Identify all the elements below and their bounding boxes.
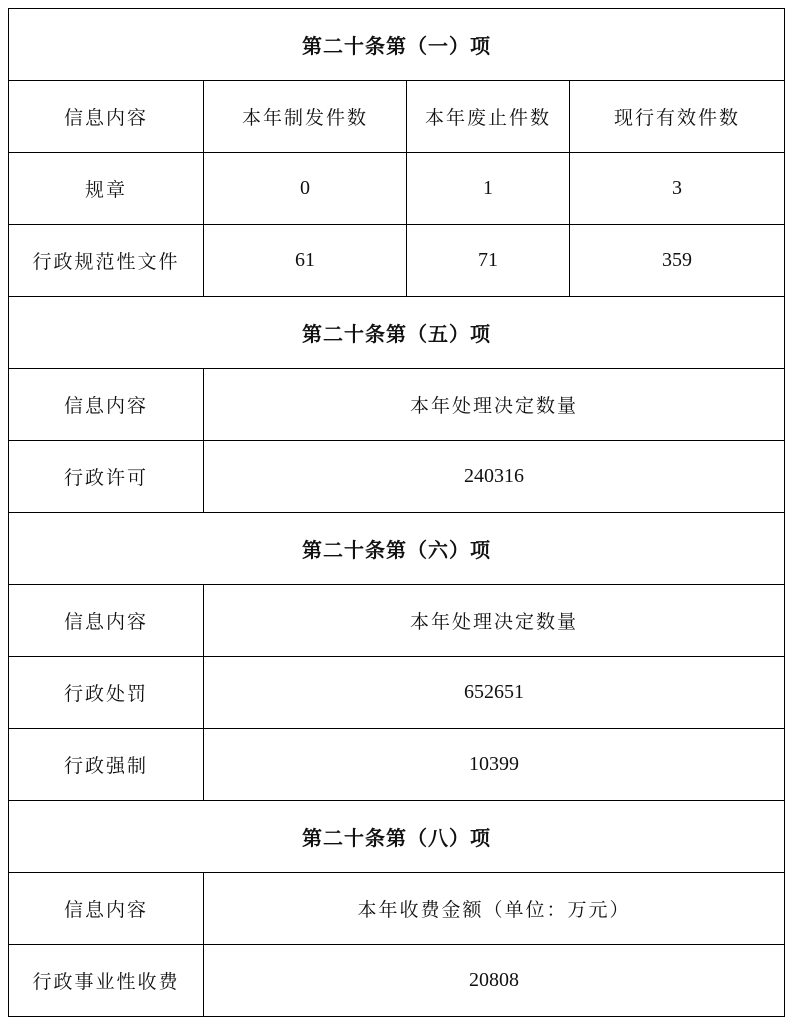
table-row [9,153,785,225]
issued-value: 0 [204,153,407,225]
row-label: 行政许可 [9,441,204,513]
header-row [9,369,785,441]
row-label: 规章 [9,153,204,225]
repealed-value: 1 [407,153,570,225]
header-issued-count: 本年制发件数 [204,81,407,153]
section-header-row [9,801,785,873]
header-fee-amount: 本年收费金额（单位：万元） [204,873,785,945]
in-force-value: 359 [570,225,785,297]
row-label: 行政强制 [9,729,204,801]
repealed-value: 71 [407,225,570,297]
header-info-content: 信息内容 [9,81,204,153]
table-row [9,657,785,729]
header-info-content: 信息内容 [9,585,204,657]
section-title-6: 第二十条第（六）项 [9,513,785,585]
section-header-row [9,9,785,81]
decision-count-value: 652651 [204,657,785,729]
disclosure-table [8,8,785,1017]
row-label: 行政处罚 [9,657,204,729]
fee-amount-value: 20808 [204,945,785,1017]
header-info-content: 信息内容 [9,369,204,441]
row-label: 行政事业性收费 [9,945,204,1017]
header-repealed-count: 本年废止件数 [407,81,570,153]
row-label: 行政规范性文件 [9,225,204,297]
table-row [9,729,785,801]
table-row [9,945,785,1017]
section-header-row [9,513,785,585]
header-decision-count: 本年处理决定数量 [204,585,785,657]
section-title-5: 第二十条第（五）项 [9,297,785,369]
decision-count-value: 240316 [204,441,785,513]
in-force-value: 3 [570,153,785,225]
section-title-8: 第二十条第（八）项 [9,801,785,873]
decision-count-value: 10399 [204,729,785,801]
section-header-row [9,297,785,369]
table-row [9,441,785,513]
header-row [9,873,785,945]
table-row [9,225,785,297]
header-row [9,585,785,657]
section-title-1: 第二十条第（一）项 [9,9,785,81]
issued-value: 61 [204,225,407,297]
header-decision-count: 本年处理决定数量 [204,369,785,441]
header-row [9,81,785,153]
header-info-content: 信息内容 [9,873,204,945]
header-in-force-count: 现行有效件数 [570,81,785,153]
